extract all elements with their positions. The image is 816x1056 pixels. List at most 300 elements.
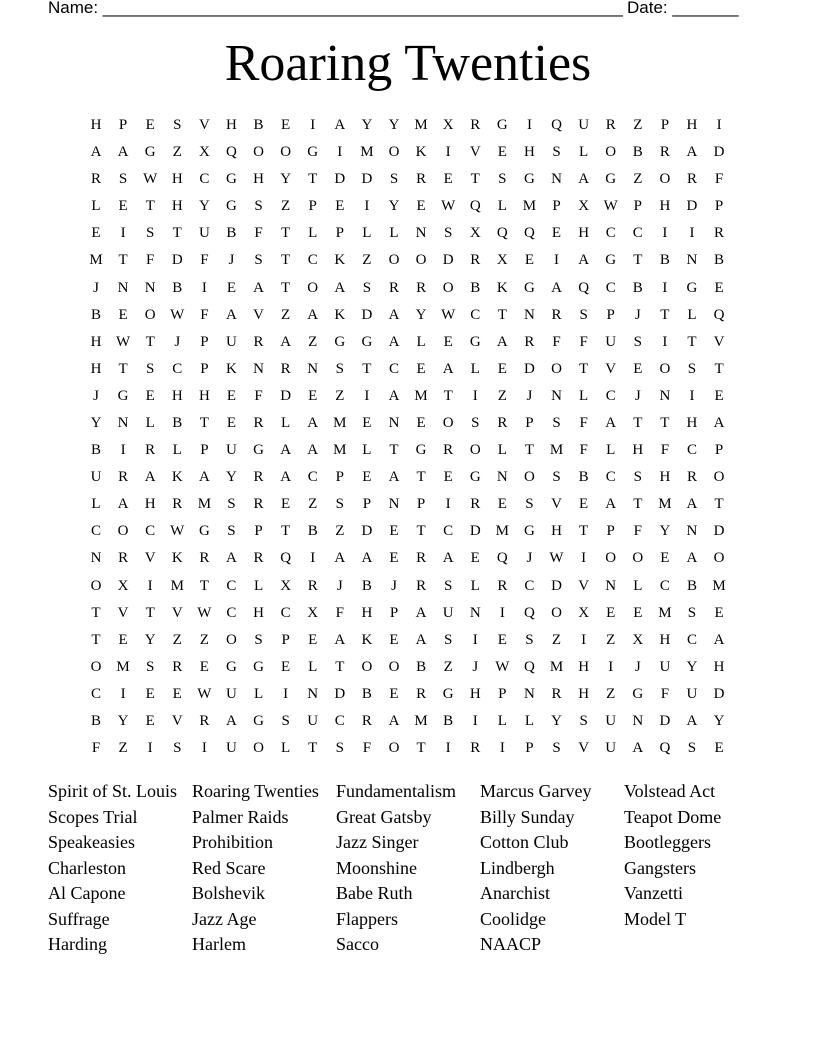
grid-letter: L: [253, 685, 264, 702]
grid-letter: L: [145, 414, 155, 431]
grid-letter: T: [91, 631, 101, 648]
word-bank-item: Jazz Singer: [336, 832, 419, 852]
grid-letter: P: [389, 604, 399, 621]
grid-letter: I: [120, 685, 126, 702]
grid-letter: R: [280, 360, 291, 377]
grid-letter: T: [362, 360, 372, 377]
word-bank-item: Gangsters: [624, 857, 696, 878]
grid-letter: Z: [551, 631, 562, 648]
grid-letter: N: [117, 414, 129, 431]
grid-letter: W: [115, 333, 131, 350]
page-title: Roaring Twenties: [224, 35, 592, 92]
word-bank-item: Lindbergh: [480, 857, 555, 878]
grid-letter: V: [171, 712, 183, 729]
grid-letter: Z: [362, 252, 372, 269]
grid-letter: Y: [388, 198, 400, 215]
grid-letter: C: [632, 225, 643, 242]
grid-letter: E: [118, 198, 128, 215]
grid-letter: S: [227, 523, 236, 540]
grid-letter: E: [416, 360, 426, 377]
word-bank-item: Speakeasies: [48, 832, 135, 852]
grid-letter: X: [496, 252, 508, 269]
grid-letter: N: [415, 225, 427, 242]
grid-letter: Y: [144, 631, 156, 648]
grid-letter: A: [280, 333, 292, 350]
grid-letter: R: [497, 414, 508, 431]
grid-letter: W: [495, 658, 510, 675]
grid-letter: Z: [172, 631, 182, 648]
grid-letter: R: [416, 279, 427, 296]
grid-letter: B: [686, 577, 697, 594]
grid-letter: N: [388, 496, 400, 513]
grid-letter: Z: [118, 740, 128, 757]
grid-letter: K: [171, 550, 183, 567]
word-bank-item: Harding: [48, 934, 107, 954]
grid-letter: I: [499, 604, 505, 621]
grid-letter: P: [714, 442, 724, 459]
grid-letter: R: [524, 333, 535, 350]
grid-letter: P: [606, 523, 615, 540]
grid-letter: C: [686, 631, 697, 648]
grid-letter: P: [335, 469, 344, 486]
grid-letter: E: [91, 225, 101, 242]
grid-letter: T: [660, 306, 670, 323]
grid-letter: P: [552, 198, 561, 215]
grid-letter: E: [145, 387, 155, 404]
grid-letter: L: [91, 198, 101, 215]
grid-letter: T: [714, 360, 724, 377]
grid-letter: N: [388, 414, 400, 431]
grid-letter: C: [686, 442, 697, 459]
grid-letter: P: [254, 523, 263, 540]
grid-letter: R: [253, 550, 264, 567]
grid-letter: U: [226, 740, 237, 757]
grid-letter: S: [687, 604, 697, 621]
grid-letter: E: [524, 252, 535, 269]
grid-letter: C: [470, 306, 481, 323]
grid-letter: I: [662, 333, 668, 350]
grid-letter: R: [118, 550, 129, 567]
grid-letter: U: [605, 333, 617, 350]
grid-letter: L: [416, 333, 426, 350]
grid-letter: L: [172, 442, 182, 459]
grid-letter: H: [171, 171, 183, 188]
grid-letter: Q: [713, 306, 725, 323]
grid-letter: H: [253, 171, 264, 188]
grid-letter: L: [253, 577, 264, 594]
word-bank-item: Charleston: [48, 857, 126, 878]
grid-letter: B: [443, 712, 454, 729]
grid-letter: S: [633, 333, 642, 350]
grid-letter: A: [144, 469, 156, 486]
grid-letter: I: [499, 740, 505, 757]
grid-letter: S: [552, 469, 561, 486]
grid-letter: C: [605, 469, 616, 486]
grid-letter: H: [578, 225, 590, 242]
grid-letter: D: [713, 144, 725, 161]
grid-letter: X: [632, 631, 644, 648]
date-field-label: Date: _______: [627, 0, 739, 17]
grid-letter: H: [686, 414, 698, 431]
grid-letter: I: [716, 117, 722, 133]
grid-letter: S: [552, 144, 561, 161]
grid-letter: A: [334, 550, 346, 567]
grid-letter: L: [362, 225, 372, 242]
grid-letter: H: [253, 604, 264, 621]
grid-letter: M: [116, 658, 130, 675]
grid-letter: G: [307, 144, 319, 161]
grid-letter: S: [254, 198, 263, 215]
grid-letter: O: [415, 252, 427, 269]
grid-letter: A: [307, 414, 319, 431]
grid-letter: V: [578, 740, 590, 757]
grid-letter: S: [118, 171, 128, 188]
grid-letter: S: [633, 469, 642, 486]
grid-letter: V: [713, 333, 725, 350]
grid-letter: V: [551, 496, 562, 513]
grid-letter: P: [362, 496, 372, 513]
grid-letter: R: [497, 577, 508, 594]
grid-letter: R: [416, 550, 427, 567]
grid-letter: T: [308, 740, 318, 757]
grid-letter: E: [145, 685, 155, 702]
grid-letter: G: [605, 252, 617, 269]
grid-letter: J: [634, 658, 641, 675]
grid-letter: Q: [524, 225, 535, 242]
grid-letter: S: [443, 577, 453, 594]
grid-letter: A: [226, 712, 237, 729]
grid-letter: U: [686, 685, 698, 702]
grid-letter: A: [713, 414, 725, 431]
grid-letter: T: [714, 496, 724, 513]
grid-letter: P: [525, 414, 534, 431]
grid-letter: X: [117, 577, 129, 594]
word-bank-item: Coolidge: [480, 908, 546, 929]
grid-letter: H: [659, 198, 671, 215]
word-bank-item: Bootleggers: [624, 832, 711, 852]
grid-letter: L: [579, 144, 589, 161]
grid-letter: F: [200, 252, 209, 269]
grid-letter: R: [361, 712, 372, 729]
grid-letter: L: [308, 658, 318, 675]
grid-letter: E: [226, 279, 237, 296]
grid-letter: J: [634, 387, 641, 404]
grid-letter: L: [389, 225, 399, 242]
grid-letter: R: [470, 117, 481, 133]
grid-letter: W: [197, 685, 212, 702]
grid-letter: I: [120, 225, 126, 242]
grid-letter: Z: [633, 117, 643, 133]
grid-letter: P: [200, 442, 209, 459]
grid-letter: H: [90, 117, 102, 133]
grid-letter: I: [147, 577, 153, 594]
grid-letter: P: [633, 198, 642, 215]
grid-letter: L: [362, 442, 372, 459]
grid-letter: D: [551, 577, 562, 594]
grid-letter: I: [554, 252, 560, 269]
grid-letter: R: [145, 442, 156, 459]
grid-letter: V: [605, 360, 617, 377]
grid-letter: R: [253, 496, 264, 513]
grid-letter: B: [470, 279, 481, 296]
grid-letter: H: [551, 523, 562, 540]
grid-letter: N: [144, 279, 156, 296]
grid-letter: I: [689, 387, 695, 404]
grid-letter: Z: [443, 658, 453, 675]
grid-letter: W: [603, 198, 618, 215]
grid-letter: G: [226, 658, 237, 675]
grid-letter: F: [91, 740, 101, 757]
grid-letter: D: [442, 252, 454, 269]
grid-letter: S: [579, 306, 588, 323]
word-bank-item: Marcus Garvey: [480, 781, 592, 801]
grid-letter: R: [686, 171, 697, 188]
grid-letter: E: [497, 360, 507, 377]
grid-letter: S: [173, 117, 182, 133]
grid-letter: B: [632, 144, 643, 161]
grid-letter: M: [522, 198, 537, 215]
grid-letter: L: [497, 442, 507, 459]
grid-letter: Y: [117, 712, 129, 729]
word-bank-item: Babe Ruth: [336, 883, 413, 903]
grid-letter: B: [90, 306, 101, 323]
grid-letter: E: [362, 469, 372, 486]
grid-letter: I: [310, 117, 316, 133]
grid-letter: A: [388, 469, 400, 486]
grid-letter: Z: [281, 306, 291, 323]
grid-letter: L: [91, 496, 101, 513]
grid-letter: E: [389, 631, 399, 648]
grid-letter: P: [498, 685, 507, 702]
grid-letter: X: [280, 577, 292, 594]
grid-letter: P: [660, 117, 670, 133]
grid-letter: S: [443, 631, 453, 648]
grid-letter: I: [120, 442, 126, 459]
word-bank-item: Bolshevik: [192, 883, 266, 903]
word-bank-item: Billy Sunday: [480, 806, 575, 827]
grid-letter: I: [581, 631, 587, 648]
grid-letter: A: [496, 333, 508, 350]
grid-letter: Z: [335, 387, 345, 404]
grid-letter: A: [280, 442, 292, 459]
grid-letter: T: [389, 442, 399, 459]
grid-letter: U: [659, 658, 671, 675]
grid-letter: C: [226, 604, 237, 621]
grid-letter: D: [686, 198, 698, 215]
grid-letter: D: [361, 171, 373, 188]
word-bank-item: Anarchist: [480, 883, 550, 903]
grid-letter: E: [579, 496, 589, 513]
grid-letter: E: [714, 387, 724, 404]
grid-letter: P: [525, 740, 534, 757]
grid-letter: T: [633, 414, 643, 431]
grid-letter: H: [659, 631, 671, 648]
grid-letter: T: [281, 523, 291, 540]
grid-letter: T: [281, 279, 291, 296]
grid-letter: J: [526, 387, 533, 404]
grid-letter: A: [90, 144, 102, 161]
grid-letter: U: [226, 442, 237, 459]
grid-letter: A: [307, 306, 319, 323]
grid-letter: H: [686, 117, 698, 133]
grid-letter: W: [170, 306, 185, 323]
grid-letter: H: [90, 360, 102, 377]
grid-letter: K: [496, 279, 508, 296]
grid-letter: O: [469, 442, 481, 459]
grid-letter: G: [524, 523, 535, 540]
grid-letter: Z: [281, 198, 291, 215]
grid-letter: E: [633, 604, 643, 621]
grid-letter: C: [334, 712, 345, 729]
grid-letter: B: [659, 252, 670, 269]
grid-letter: R: [551, 306, 562, 323]
grid-letter: N: [632, 712, 644, 729]
grid-letter: C: [605, 279, 616, 296]
grid-letter: A: [253, 279, 264, 296]
grid-letter: J: [228, 252, 235, 269]
grid-letter: H: [578, 658, 590, 675]
grid-letter: U: [307, 712, 319, 729]
grid-letter: O: [632, 550, 644, 567]
grid-letter: A: [632, 740, 644, 757]
grid-letter: R: [307, 577, 318, 594]
grid-letter: U: [90, 469, 102, 486]
grid-letter: G: [144, 144, 156, 161]
grid-letter: R: [470, 252, 481, 269]
grid-letter: L: [470, 577, 480, 594]
grid-letter: A: [578, 171, 590, 188]
grid-letter: R: [253, 333, 264, 350]
grid-letter: P: [118, 117, 128, 133]
grid-letter: A: [117, 144, 129, 161]
grid-letter: C: [443, 523, 454, 540]
grid-letter: B: [307, 523, 318, 540]
grid-letter: M: [414, 117, 428, 133]
grid-letter: G: [361, 333, 373, 350]
grid-letter: M: [89, 252, 103, 269]
grid-letter: C: [90, 685, 101, 702]
grid-letter: T: [497, 306, 507, 323]
grid-letter: S: [389, 171, 399, 188]
grid-letter: T: [633, 496, 643, 513]
grid-letter: N: [686, 523, 698, 540]
grid-letter: R: [416, 577, 427, 594]
grid-letter: A: [226, 550, 237, 567]
grid-letter: H: [632, 442, 644, 459]
grid-letter: T: [281, 252, 291, 269]
grid-letter: C: [172, 360, 183, 377]
grid-letter: D: [469, 523, 481, 540]
grid-letter: S: [525, 631, 534, 648]
grid-letter: A: [307, 442, 319, 459]
name-field-label: Name: _______________________________________________________: [48, 0, 623, 17]
grid-letter: T: [660, 414, 670, 431]
grid-letter: O: [117, 523, 129, 540]
grid-letter: O: [605, 550, 617, 567]
grid-letter: H: [578, 685, 590, 702]
grid-letter: T: [199, 577, 209, 594]
grid-letter: G: [524, 171, 535, 188]
grid-letter: P: [714, 198, 724, 215]
grid-letter: E: [308, 387, 318, 404]
grid-letter: A: [334, 279, 346, 296]
grid-letter: I: [445, 144, 451, 161]
grid-letter: O: [90, 658, 102, 675]
grid-letter: J: [93, 387, 99, 404]
grid-letter: E: [145, 117, 155, 133]
grid-letter: S: [281, 712, 290, 729]
grid-letter: R: [470, 740, 481, 757]
grid-letter: E: [362, 414, 372, 431]
grid-letter: S: [146, 360, 155, 377]
grid-letter: Z: [308, 333, 318, 350]
grid-letter: E: [281, 658, 291, 675]
grid-letter: R: [253, 414, 264, 431]
grid-letter: Y: [713, 712, 725, 729]
grid-letter: Q: [524, 604, 535, 621]
grid-letter: I: [337, 144, 343, 161]
grid-letter: D: [361, 523, 373, 540]
grid-letter: M: [197, 496, 212, 513]
grid-letter: G: [632, 685, 644, 702]
grid-letter: O: [280, 144, 292, 161]
grid-letter: R: [686, 469, 697, 486]
grid-letter: L: [308, 225, 318, 242]
grid-letter: I: [283, 685, 289, 702]
grid-letter: U: [578, 117, 590, 133]
grid-letter: F: [579, 333, 588, 350]
grid-letter: V: [117, 604, 129, 621]
grid-letter: A: [388, 333, 400, 350]
grid-letter: O: [307, 279, 319, 296]
grid-letter: E: [389, 685, 399, 702]
grid-letter: I: [445, 740, 451, 757]
grid-letter: D: [334, 685, 346, 702]
grid-letter: G: [496, 117, 508, 133]
grid-letter: C: [307, 252, 318, 269]
grid-letter: B: [90, 442, 101, 459]
grid-letter: Y: [551, 712, 562, 729]
word-bank-item: Vanzetti: [624, 883, 683, 903]
grid-letter: V: [198, 117, 210, 133]
grid-letter: R: [253, 469, 264, 486]
grid-letter: E: [199, 658, 209, 675]
grid-letter: G: [469, 333, 481, 350]
grid-letter: N: [307, 360, 319, 377]
grid-letter: E: [714, 740, 724, 757]
grid-letter: L: [281, 414, 291, 431]
word-bank-item: Cotton Club: [480, 832, 569, 852]
grid-letter: R: [605, 117, 616, 133]
grid-letter: B: [361, 577, 372, 594]
grid-letter: R: [199, 712, 210, 729]
grid-letter: R: [199, 550, 210, 567]
grid-letter: M: [333, 442, 347, 459]
grid-letter: O: [713, 550, 725, 567]
grid-letter: E: [281, 496, 291, 513]
grid-letter: D: [713, 523, 725, 540]
word-bank-item: Sacco: [336, 934, 379, 954]
grid-letter: N: [686, 252, 698, 269]
grid-letter: I: [445, 496, 451, 513]
grid-letter: B: [172, 414, 183, 431]
grid-letter: E: [389, 550, 399, 567]
grid-letter: C: [307, 469, 318, 486]
grid-letter: I: [310, 550, 316, 567]
word-bank-item: Al Capone: [48, 883, 126, 903]
grid-letter: U: [442, 604, 454, 621]
grid-letter: Y: [280, 171, 292, 188]
